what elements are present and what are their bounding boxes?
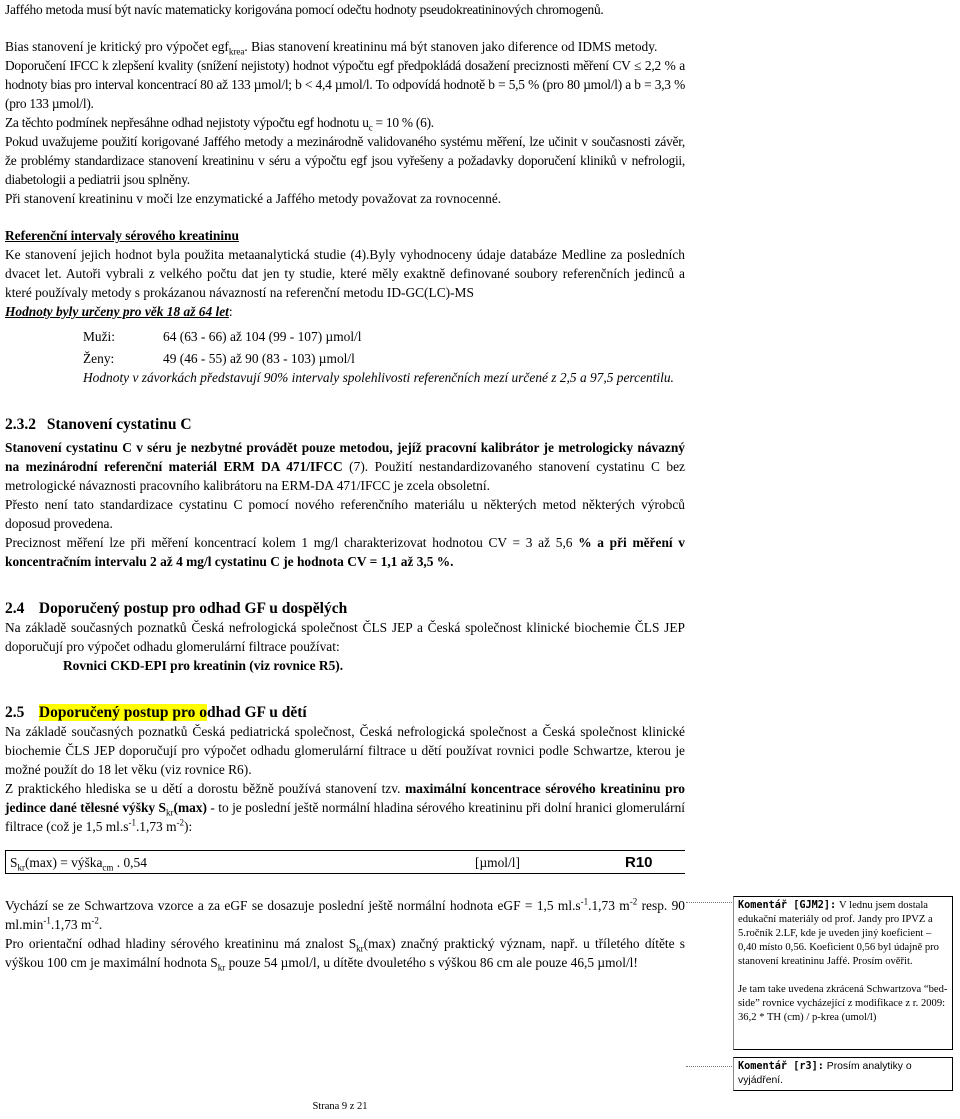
ref-row-women: Ženy: 49 (46 - 55) až 90 (83 - 103) µmol/l xyxy=(83,351,355,366)
section-heading-25: 2.5 Doporučený postup pro odhad GF u dětí xyxy=(5,704,307,721)
document-page xyxy=(5,0,685,972)
equation-lhs: $S_{kr}(\max)$ = výška$_{cm}$ . 0,54 xyxy=(10,854,147,873)
paragraph: Bias stanovení je kritický pro výpočet egf$_{krea}$. Bias stanovení kreatininu má být stanoven jako diference od IDMS metody. xyxy=(5,39,658,57)
paragraph: Rovnici CKD-EPI pro kreatinin (viz rovnice R5). xyxy=(63,658,344,673)
paragraph: Pro orientační odhad hladiny sérového kreatininu má znalost $S_{kr}(\max)$ značný praktický význam, např. u tříletého dítěte s výškou 100 cm je maximální hodnota $S_{kr}$ pouze 54 µmol/l, u dítěte dvouletého s výškou 86 cm ale pouze 46,5 µmol/l! xyxy=(5,936,685,973)
paragraph: Pokud uvažujeme použití korigované Jaffého metody a mezinárodně validovaného systému měření, lze učinit v současnosti závěr, že problémy standardizace stanovení kreatininu v séru a výpočtu egf jsou vyřešeny a požadavky doporučení kliniků v nefrologii, diabetologii a pediatrii jsou splněny. xyxy=(5,134,685,187)
paragraph: Preciznost měření lze při měření koncentrací kolem 1 mg/l charakterizovat hodnotou CV = 3 až 5,6 % a při měření v koncentračním intervalu 2 až 4 mg/l cystatinu C je hodnota CV = 1,1 až 3,5 %. xyxy=(5,535,685,569)
paragraph: Na základě současných poznatků Česká pediatrická společnost, Česká nefrologická společnost a Česká společnost klinické biochemie ČLS JEP doporučují pro výpočet odhadu glomerulární filtrace u dětí používat rovnici podle Schwartze, kterou je možné použít do 18 let věku (viz rovnice R6). xyxy=(5,724,685,777)
equation-unit: [µmol/l] xyxy=(475,854,520,870)
paragraph: Přesto není tato standardizace cystatinu C pomocí nového referenčního materiálu u některých metod některých výrobců doposud provedena. xyxy=(5,497,685,531)
comment-connector xyxy=(686,1066,734,1067)
comment-connector xyxy=(686,902,734,903)
comment-text: Je tam take uvedena zkrácená Schwartzova “bed-side” rovnice vycházející z modifikace z r. 2009: 36,2 * TH (cm) / p-krea (umol/l) xyxy=(738,984,948,1023)
paragraph: Z praktického hlediska se u dětí a dorostu běžně používá stanovení tzv. maximální koncentrace sérového kreatininu pro jedince dané tělesné výšky $S_{kr}(\max)$ - to je poslední ještě normální hladina sérového kreatininu při dolní hranici glomerulární filtrace (což je 1,5 $ml.s^{-1}.1,73$ $m^{-2}$): xyxy=(5,781,685,834)
paragraph: Stanovení cystatinu C v séru je nezbytné provádět pouze metodou, jejíž pracovní kalibrátor je metrologicky návazný na mezinárodní referenční materiál ERM DA 471/IFCC (7). Použití nestandardizovaného stanovení cystatinu C bez metrologické návaznosti pracovního kalibrátoru na ERM-DA 471/IFCC je zcela obsoletní. xyxy=(5,440,686,493)
ref-row-men: Muži: 64 (63 - 66) až 104 (99 - 107) µmol/l xyxy=(83,329,362,344)
comment-gjm2[interactable] xyxy=(733,896,953,1050)
paragraph: Vychází se ze Schwartzova vzorce a za eGF se dosazuje poslední ještě normální hodnota eGF = 1,5 $ml.s^{-1}.1,73$ $m^{-2}$ resp. 90 $ml.\min^{-1}.1,73$ $m^{-2}$. xyxy=(5,896,686,932)
comment-text: Prosím analytiky o vyjádření. xyxy=(738,1061,912,1086)
paragraph: Jaffého metoda musí být navíc matematicky korigována pomocí odečtu hodnoty pseudokreatininových chromogenů. xyxy=(5,2,604,17)
comment-text: V lednu jsem dostala edukační materiály od prof. Jandy pro IPVZ a 5.ročník 2.LF, kde je uveden jiný koeficient – 0,40 místo 0,56. Koeficient 0,56 byl údajně pro stanovení kreatininu Jaffé. Prosím ověřit. xyxy=(738,900,939,967)
comment-author: Komentář [GJM2]: xyxy=(738,900,837,911)
section-heading: Referenční intervaly sérového kreatininu xyxy=(5,228,239,243)
paragraph: Na základě současných poznatků Česká nefrologická společnost ČLS JEP a Česká společnost klinické biochemie ČLS JEP doporučují pro výpočet odhadu glomerulární filtrace používat: xyxy=(5,620,685,654)
page-footer: Strana 9 z 21 xyxy=(312,1101,368,1112)
comment-r3[interactable] xyxy=(733,1057,953,1091)
paragraph: Ke stanovení jejich hodnot byla použita metaanalytická studie (4).Byly vyhodnoceny údaje databáze Medline za posledních dvacet let. Autoři vybrali z velkého počtu dat jen ty studie, které měly exaktně definované soubory referenčních jedinců a které používaly metody s prokázanou návazností na referenční metodu ID-GC(LC)-MS xyxy=(5,247,685,300)
paragraph: Za těchto podmínek nepřesáhne odhad nejistoty výpočtu egf hodnotu $u_c = 10$ % (6). xyxy=(5,115,434,133)
paragraph: Doporučení IFCC k zlepšení kvality (snížení nejistoty) hodnot výpočtu egf předpokládá dosažení preciznosti měření CV ≤ 2,2 % a hodnoty bias pro interval koncentrací 80 až 133 µmol/l; b < 4,4 µmol/l. To odpovídá hodnotě b = 5,5 % (pro 80 µmol/l) a b = 3,3 % (pro 133 µmol/l). xyxy=(5,58,685,111)
equation-box xyxy=(5,850,685,874)
comment-author: Komentář [r3]: xyxy=(738,1061,824,1072)
paragraph: Hodnoty byly určeny pro věk 18 až 64 let: xyxy=(5,304,233,319)
section-heading-24: 2.4 Doporučený postup pro odhad GF u dospělých xyxy=(5,600,348,617)
section-heading-232: 2.3.2 Stanovení cystatinu C xyxy=(5,416,192,433)
ref-note: Hodnoty v závorkách představují 90% intervaly spolehlivosti referenčních mezí určené z 2,5 a 97,5 percentilu. xyxy=(83,370,674,385)
paragraph: Při stanovení kreatininu v moči lze enzymatické a Jaffého metody považovat za rovnocenné. xyxy=(5,191,502,206)
equation-id: R10 xyxy=(625,853,653,871)
